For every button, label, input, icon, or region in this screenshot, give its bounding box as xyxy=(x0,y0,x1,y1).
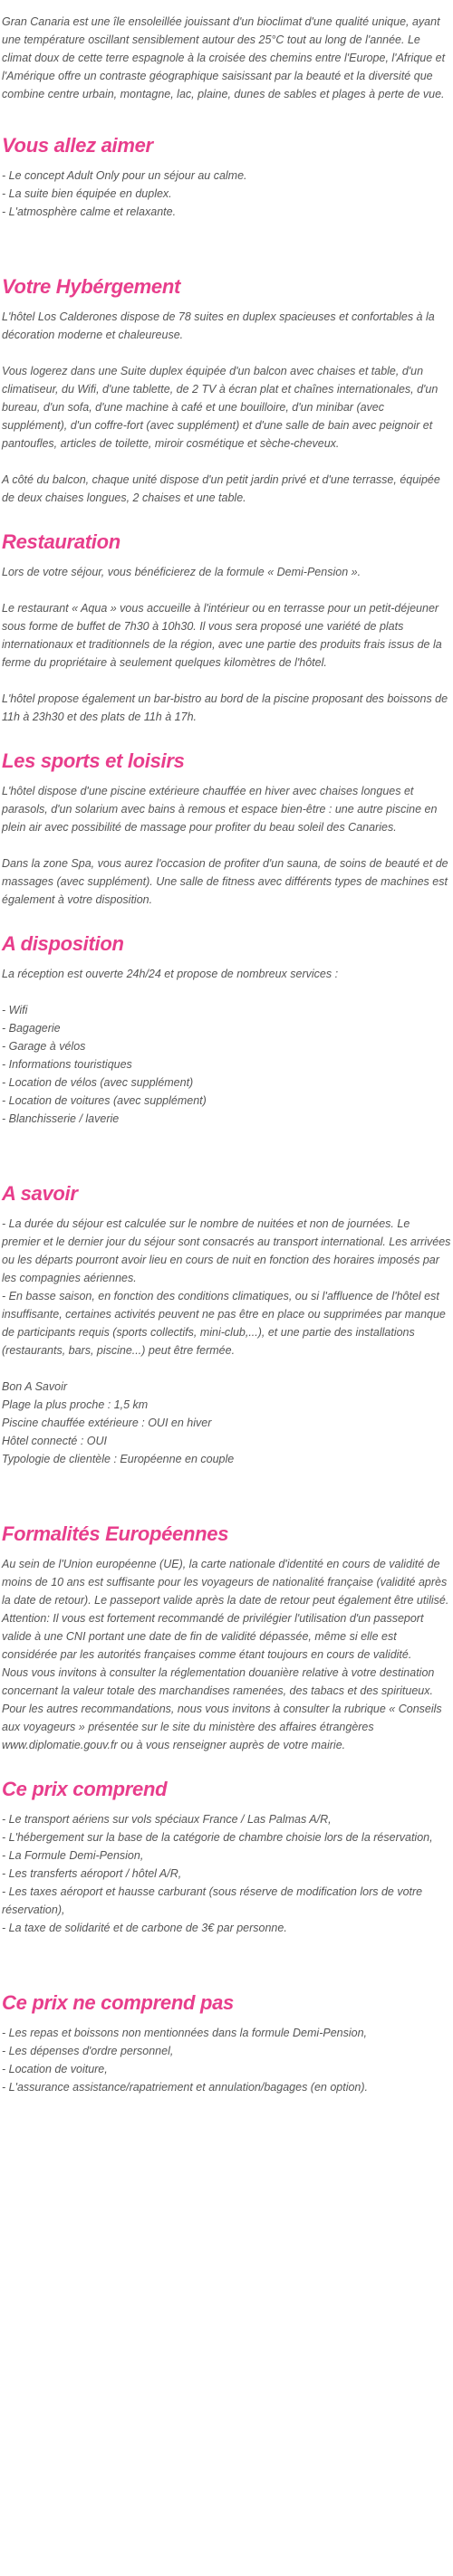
section-title-restauration: Restauration xyxy=(2,530,120,553)
list-item: - Les dépenses d'ordre personnel, xyxy=(2,2045,174,2057)
list-item: - La taxe de solidarité et de carbone de 3€ par personne. xyxy=(2,1922,287,1934)
hebergement-paragraph: A côté du balcon, chaque unité dispose d'un petit jardin privé et d'une terrasse, équipée de deux chaises longues, 2 chaises et une table. xyxy=(2,473,440,504)
detail-item: Plage la plus proche : 1,5 km xyxy=(2,1398,149,1411)
vous-allez-aimer-list xyxy=(2,167,451,221)
section-title-a-savoir: A savoir xyxy=(2,1182,78,1205)
detail-item: Piscine chauffée extérieure : OUI en hiver xyxy=(2,1417,212,1429)
prix-comprend-list xyxy=(2,1810,451,1937)
list-item: - Location de voiture, xyxy=(2,2063,108,2075)
section-a-savoir xyxy=(2,1182,451,1468)
section-title-disposition: A disposition xyxy=(2,932,124,955)
hebergement-paragraph: Vous logerez dans une Suite duplex équipée d'un balcon avec chaises et table, d'un climatiseur, du Wifi, d'une tablette, de 2 TV à écran plat et chaînes internationales, d'un bureau, d'un sofa, d'une machine à café et une bouilloire, d'un minibar (avec supplément), d'un coffre-fort (avec supplément) et d'une salle de bain avec peignoir et pantoufles, articles de toilette, miroir cosmétique et sèche-cheveux. xyxy=(2,365,439,450)
section-disposition xyxy=(2,932,451,1128)
section-vous-allez-aimer xyxy=(2,134,451,221)
section-restauration xyxy=(2,530,451,726)
formalites-paragraph: Au sein de l'Union européenne (UE), la carte nationale d'identité en cours de validité de moins de 10 ans est suffisante pour les voyageurs de nationalité française (validité après la date de retour). Le passeport valide après la date de retour peut également être utilisé. Attention: Il vous est fortement recommandé de privilégier l'utilisation d'un passeport valide à une CNI portant une date de fin de validité dépassée, même si elle est considérée par les autorités françaises comme étant toujours en cours de validité. Nous vous invitons à consulter la réglementation douanière relative à votre destination concernant la valeur totale des marchandises ramenées, des tabacs et des spiritueux. Pour les autres recommandations, nous vous invitons à consulter la rubrique « Conseils aux voyageurs » présentée sur le site du ministère des affaires étrangères www.diplomatie.gouv.fr ou à vous renseigner auprès de votre mairie. xyxy=(2,1558,449,1751)
section-sports-loisirs xyxy=(2,749,451,909)
section-title-vous-allez-aimer: Vous allez aimer xyxy=(2,134,153,157)
list-item: - Les taxes aéroport et hausse carburant (sous réserve de modification lors de votre réservation), xyxy=(2,1885,423,1916)
a-savoir-details-list xyxy=(2,1378,451,1468)
section-title-sports-loisirs: Les sports et loisirs xyxy=(2,749,185,772)
detail-item: Typologie de clientèle : Européenne en couple xyxy=(2,1453,235,1465)
section-title-prix-ne-comprend-pas: Ce prix ne comprend pas xyxy=(2,1991,234,2014)
list-item: - Location de voitures (avec supplément) xyxy=(2,1094,207,1107)
section-prix-comprend xyxy=(2,1778,451,1937)
restauration-paragraph: Le restaurant « Aqua » vous accueille à l'intérieur ou en terrasse pour un petit-déjeuner sous forme de buffet de 7h30 à 10h30. Il vous sera proposé une variété de plats internationaux et traditionnels de la région, avec une partie des produits frais issus de la ferme du propriétaire à seulement quelques kilomètres de l'hôtel. xyxy=(2,602,442,669)
a-savoir-paragraph: - La durée du séjour est calculée sur le nombre de nuitées et non de journées. Le premier et le dernier jour du séjour sont consacrés au transport international. Les arrivées ou les départs pourront avoir lieu en cours de nuit en fonction des horaires imposés par les compagnies aériennes. - En basse saison, en fonction des conditions climatiques, ou si l'affluence de l'hôtel est insuffisante, certaines activités peuvent ne pas être en place ou supprimées par manque de participants requis (sports collectifs, mini-club,...), et une partie des installations (restaurants, bars, piscine...) peut être fermée. xyxy=(2,1217,451,1357)
list-item: - Le concept Adult Only pour un séjour au calme. xyxy=(2,169,247,182)
list-item: - La Formule Demi-Pension, xyxy=(2,1849,144,1862)
section-formalites xyxy=(2,1522,451,1754)
section-title-hebergement: Votre Hybérgement xyxy=(2,275,181,298)
disposition-intro: La réception est ouverte 24h/24 et propose de nombreux services : xyxy=(2,968,339,980)
section-prix-ne-comprend-pas xyxy=(2,1991,451,2096)
list-item: - Location de vélos (avec supplément) xyxy=(2,1076,194,1089)
sports-paragraph: L'hôtel dispose d'une piscine extérieure chauffée en hiver avec chaises longues et parasols, d'un solarium avec bains à remous et espace bien-être : une autre piscine en plein air avec possibilité de massage pour profiter du beau soleil des Canaries. xyxy=(2,785,438,834)
section-title-prix-comprend: Ce prix comprend xyxy=(2,1778,168,1800)
prix-ne-comprend-pas-list xyxy=(2,2024,451,2096)
list-item: - Blanchisserie / laverie xyxy=(2,1112,120,1125)
disposition-services-list xyxy=(2,1001,451,1128)
list-item: - Wifi xyxy=(2,1004,28,1016)
section-title-formalites: Formalités Européennes xyxy=(2,1522,229,1545)
list-item: - L'atmosphère calme et relaxante. xyxy=(2,205,177,218)
restauration-paragraph: L'hôtel propose également un bar-bistro au bord de la piscine proposant des boissons de 11h à 23h30 et des plats de 11h à 17h. xyxy=(2,692,448,723)
list-item: - L'assurance assistance/rapatriement et annulation/bagages (en option). xyxy=(2,2081,369,2094)
list-item: - Informations touristiques xyxy=(2,1058,132,1071)
list-item: - Les repas et boissons non mentionnées dans la formule Demi-Pension, xyxy=(2,2027,367,2039)
sports-paragraph: Dans la zone Spa, vous aurez l'occasion de profiter d'un sauna, de soins de beauté et de massages (avec supplément). Une salle de fitness avec différents types de machines est également à votre disposition. xyxy=(2,857,448,906)
list-item: - La suite bien équipée en duplex. xyxy=(2,187,172,200)
list-item: - Bagagerie xyxy=(2,1022,61,1035)
list-item: - Les transferts aéroport / hôtel A/R, xyxy=(2,1867,182,1880)
list-item: - Garage à vélos xyxy=(2,1040,86,1053)
list-item: - Le transport aériens sur vols spéciaux France / Las Palmas A/R, xyxy=(2,1813,332,1826)
restauration-paragraph: Lors de votre séjour, vous bénéficierez de la formule « Demi-Pension ». xyxy=(2,566,361,578)
section-hebergement xyxy=(2,275,451,507)
hebergement-paragraph: L'hôtel Los Calderones dispose de 78 suites en duplex spacieuses et confortables à la décoration moderne et chaleureuse. xyxy=(2,310,435,341)
intro-paragraph: Gran Canaria est une île ensoleillée jouissant d'un bioclimat d'une qualité unique, ayant une température oscillant sensiblement autour des 25°C tout au long de l'année. Le climat doux de cette terre espagnole à la croisée des chemins entre l'Europe, l'Afrique et l'Amérique offre un contraste géographique saisissant par la beauté et la diversité que combine centre urbain, montagne, lac, plaine, dunes de sables et plages à perte de vue. xyxy=(2,15,446,100)
detail-item: Hôtel connecté : OUI xyxy=(2,1435,108,1447)
detail-item: Bon A Savoir xyxy=(2,1380,68,1393)
list-item: - L'hébergement sur la base de la catégorie de chambre choisie lors de la réservation, xyxy=(2,1831,433,1844)
